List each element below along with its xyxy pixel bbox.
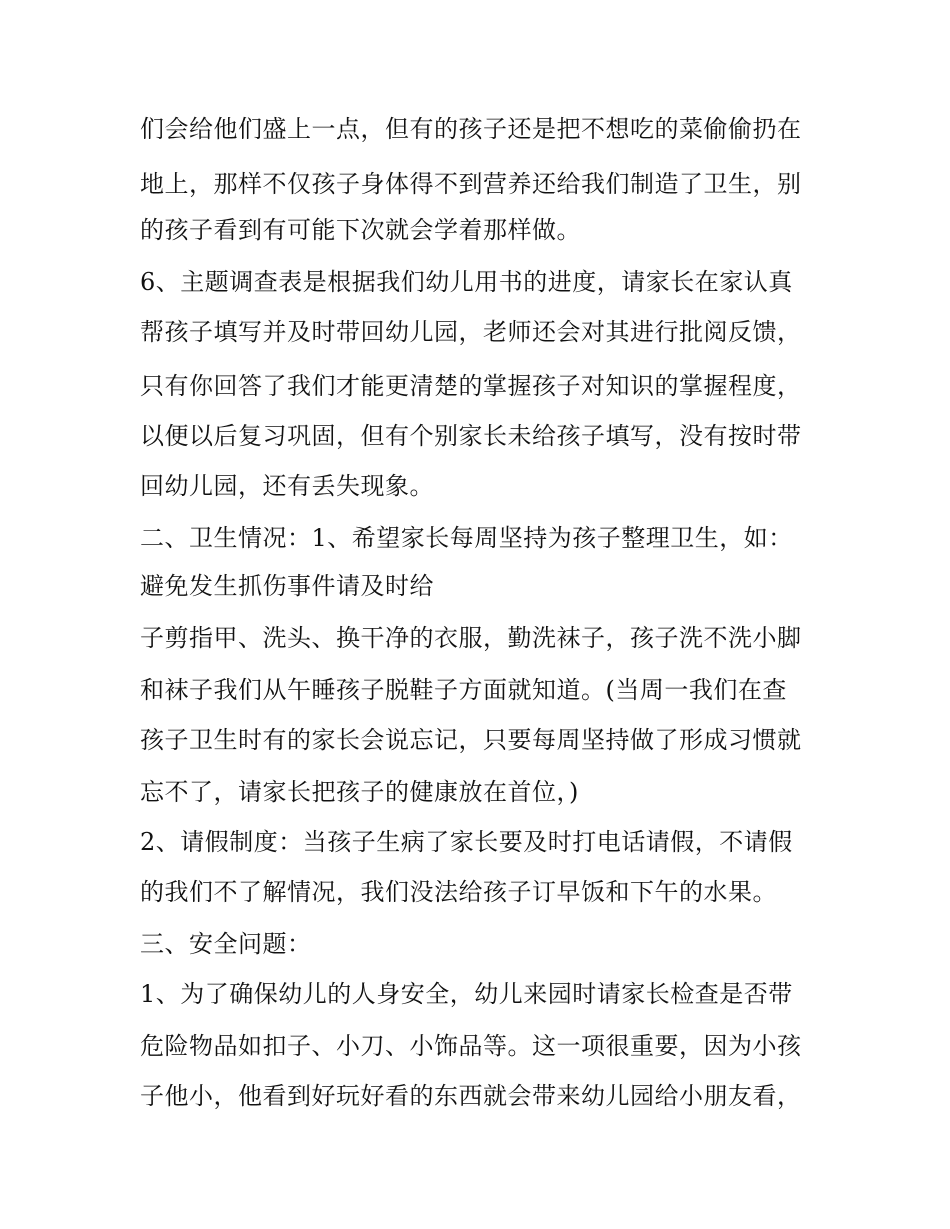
text-line: 危险物品如扣子、小刀、小饰品等。这一项很重要，因为小孩 xyxy=(140,1032,802,1060)
text-line: 忘不了，请家长把孩子的健康放在首位，) xyxy=(140,778,579,806)
text-line: 孩子卫生时有的家长会说忘记，只要每周坚持做了形成习惯就 xyxy=(140,726,802,754)
text-line: 的孩子看到有可能下次就会学着那样做。 xyxy=(140,216,581,244)
section-heading-hygiene: 二、卫生情况：1、希望家长每周坚持为孩子整理卫生，如： xyxy=(140,524,793,552)
text-line: 2、请假制度：当孩子生病了家长要及时打电话请假，不请假 xyxy=(140,828,793,856)
text-line: 子剪指甲、洗头、换干净的衣服，勤洗袜子，孩子洗不洗小脚 xyxy=(140,624,802,652)
section-heading-safety: 三、安全问题： xyxy=(140,930,312,958)
text-line: 1、为了确保幼儿的人身安全，幼儿来园时请家长检查是否带 xyxy=(140,980,793,1008)
text-line: 们会给他们盛上一点，但有的孩子还是把不想吃的菜偷偷扔在 xyxy=(140,115,802,143)
text-line: 地上，那样不仅孩子身体得不到营养还给我们制造了卫生，别 xyxy=(140,170,802,198)
text-line: 的我们不了解情况，我们没法给孩子订早饭和下午的水果。 xyxy=(140,878,777,906)
text-line: 只有你回答了我们才能更清楚的掌握孩子对知识的掌握程度， xyxy=(140,372,802,400)
text-line: 回幼儿园，还有丢失现象。 xyxy=(140,472,434,500)
text-line: 子他小，他看到好玩好看的东西就会带来幼儿园给小朋友看， xyxy=(140,1082,802,1110)
text-line: 避免发生抓伤事件请及时给 xyxy=(140,572,434,600)
text-line: 6、主题调查表是根据我们幼儿用书的进度，请家长在家认真 xyxy=(140,268,793,296)
text-line: 以便以后复习巩固，但有个别家长未给孩子填写，没有按时带 xyxy=(140,422,802,450)
text-line: 和袜子我们从午睡孩子脱鞋子方面就知道。(当周一我们在查 xyxy=(140,676,787,704)
text-line: 帮孩子填写并及时带回幼儿园，老师还会对其进行批阅反馈， xyxy=(140,318,802,346)
